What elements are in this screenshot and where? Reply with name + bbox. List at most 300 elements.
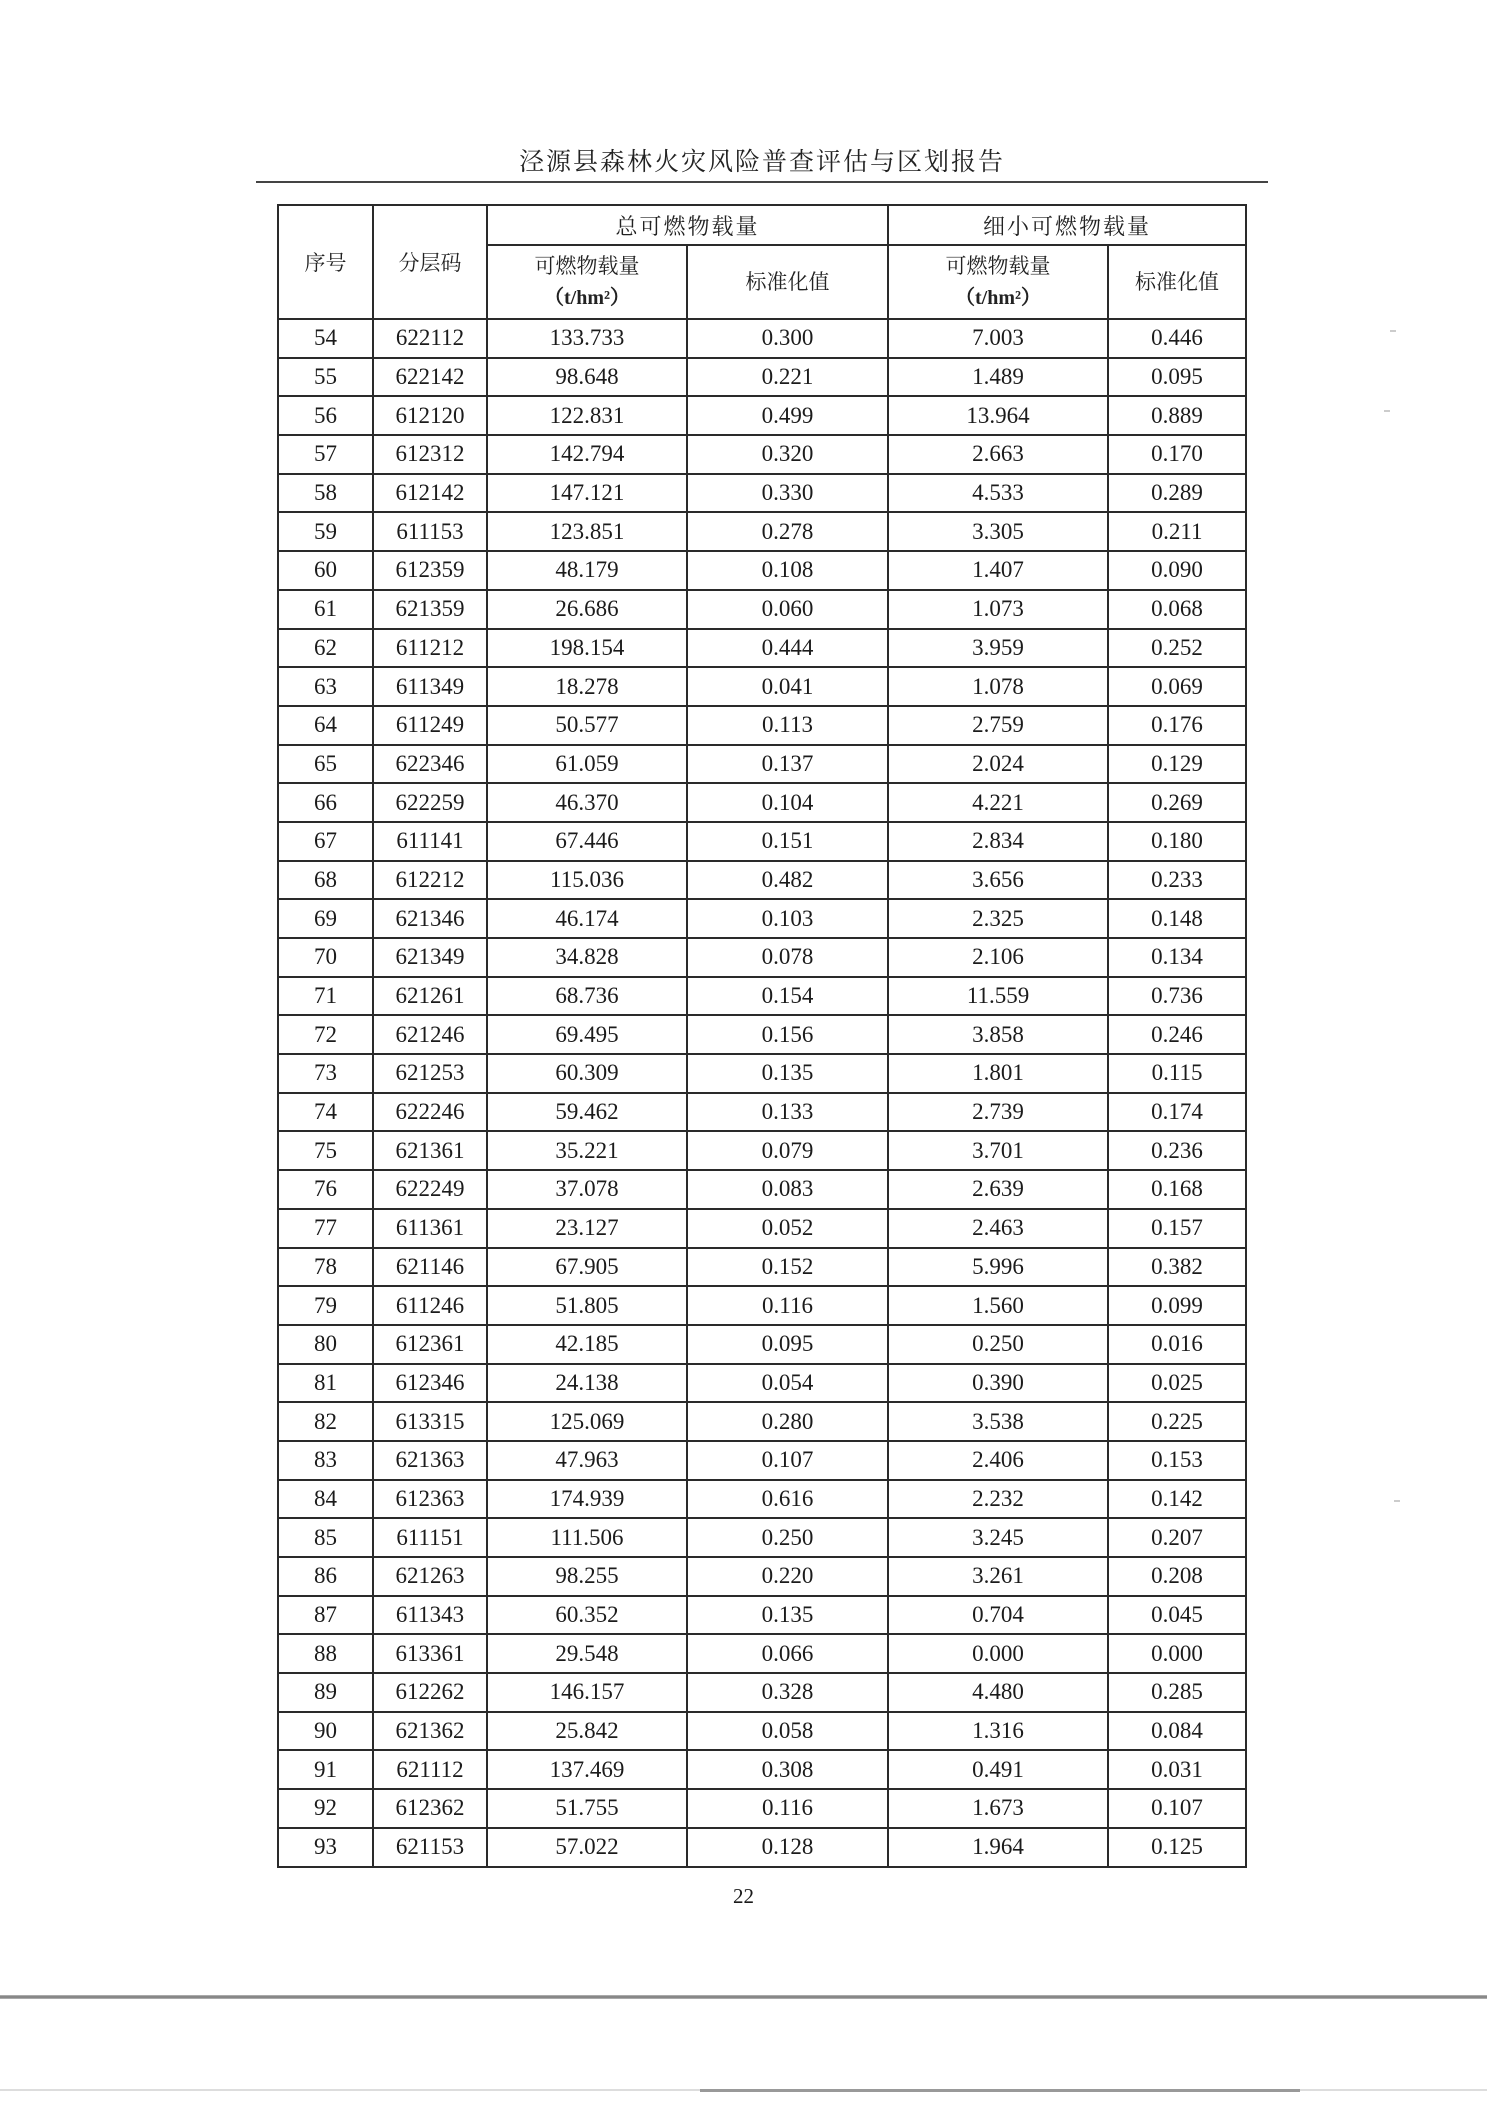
cell-total-norm: 0.300 bbox=[687, 319, 888, 358]
cell-fine-norm: 0.084 bbox=[1108, 1712, 1246, 1751]
cell-code: 611343 bbox=[373, 1596, 487, 1635]
cell-code: 612212 bbox=[373, 861, 487, 900]
table-row bbox=[278, 1712, 1246, 1751]
table-row bbox=[278, 396, 1246, 435]
cell-total-load: 98.255 bbox=[487, 1557, 687, 1596]
cell-seq: 56 bbox=[278, 396, 373, 435]
fuel-load-table bbox=[277, 204, 1247, 1868]
header-total-norm: 标准化值 bbox=[687, 245, 888, 319]
cell-fine-load: 3.701 bbox=[888, 1131, 1108, 1170]
cell-seq: 88 bbox=[278, 1634, 373, 1673]
cell-total-load: 24.138 bbox=[487, 1364, 687, 1403]
cell-total-norm: 0.058 bbox=[687, 1712, 888, 1751]
table-row bbox=[278, 319, 1246, 358]
cell-seq: 58 bbox=[278, 474, 373, 513]
cell-total-load: 67.905 bbox=[487, 1248, 687, 1287]
scan-artifact-dark-segment bbox=[700, 2089, 1300, 2092]
cell-fine-norm: 0.208 bbox=[1108, 1557, 1246, 1596]
table-row bbox=[278, 1634, 1246, 1673]
cell-total-norm: 0.152 bbox=[687, 1248, 888, 1287]
cell-seq: 61 bbox=[278, 590, 373, 629]
table-row bbox=[278, 1093, 1246, 1132]
cell-code: 612359 bbox=[373, 551, 487, 590]
cell-total-load: 25.842 bbox=[487, 1712, 687, 1751]
table-row bbox=[278, 745, 1246, 784]
table-row bbox=[278, 861, 1246, 900]
header-seq: 序号 bbox=[278, 205, 373, 319]
cell-fine-load: 0.250 bbox=[888, 1325, 1108, 1364]
table-row bbox=[278, 1402, 1246, 1441]
cell-fine-norm: 0.211 bbox=[1108, 512, 1246, 551]
table-row bbox=[278, 590, 1246, 629]
cell-seq: 92 bbox=[278, 1789, 373, 1828]
cell-total-load: 142.794 bbox=[487, 435, 687, 474]
cell-fine-load: 4.221 bbox=[888, 783, 1108, 822]
cell-fine-norm: 0.180 bbox=[1108, 822, 1246, 861]
cell-seq: 54 bbox=[278, 319, 373, 358]
cell-total-load: 23.127 bbox=[487, 1209, 687, 1248]
table-row bbox=[278, 1325, 1246, 1364]
cell-seq: 60 bbox=[278, 551, 373, 590]
cell-fine-norm: 0.148 bbox=[1108, 899, 1246, 938]
table-row bbox=[278, 1441, 1246, 1480]
cell-total-load: 48.179 bbox=[487, 551, 687, 590]
cell-code: 611249 bbox=[373, 706, 487, 745]
cell-fine-load: 2.232 bbox=[888, 1480, 1108, 1519]
cell-code: 612120 bbox=[373, 396, 487, 435]
cell-code: 621363 bbox=[373, 1441, 487, 1480]
running-header: 泾源县森林火灾风险普查评估与区划报告 bbox=[518, 147, 1005, 176]
scan-artifact-line bbox=[0, 1995, 1487, 1999]
cell-fine-norm: 0.045 bbox=[1108, 1596, 1246, 1635]
cell-seq: 72 bbox=[278, 1015, 373, 1054]
table-row bbox=[278, 938, 1246, 977]
cell-fine-norm: 0.153 bbox=[1108, 1441, 1246, 1480]
cell-code: 613361 bbox=[373, 1634, 487, 1673]
cell-total-norm: 0.113 bbox=[687, 706, 888, 745]
table-row bbox=[278, 1015, 1246, 1054]
cell-code: 612362 bbox=[373, 1789, 487, 1828]
cell-fine-load: 1.964 bbox=[888, 1828, 1108, 1867]
table-row bbox=[278, 1673, 1246, 1712]
table-row bbox=[278, 474, 1246, 513]
cell-total-norm: 0.154 bbox=[687, 977, 888, 1016]
cell-code: 622249 bbox=[373, 1170, 487, 1209]
cell-seq: 83 bbox=[278, 1441, 373, 1480]
cell-fine-norm: 0.246 bbox=[1108, 1015, 1246, 1054]
cell-code: 621362 bbox=[373, 1712, 487, 1751]
cell-fine-load: 1.073 bbox=[888, 590, 1108, 629]
cell-fine-load: 2.759 bbox=[888, 706, 1108, 745]
table-row bbox=[278, 1518, 1246, 1557]
cell-fine-norm: 0.285 bbox=[1108, 1673, 1246, 1712]
cell-total-load: 133.733 bbox=[487, 319, 687, 358]
cell-total-norm: 0.220 bbox=[687, 1557, 888, 1596]
cell-total-norm: 0.278 bbox=[687, 512, 888, 551]
cell-total-load: 26.686 bbox=[487, 590, 687, 629]
cell-seq: 73 bbox=[278, 1054, 373, 1093]
cell-code: 613315 bbox=[373, 1402, 487, 1441]
cell-fine-norm: 0.142 bbox=[1108, 1480, 1246, 1519]
cell-fine-load: 3.245 bbox=[888, 1518, 1108, 1557]
cell-code: 612312 bbox=[373, 435, 487, 474]
table-row bbox=[278, 783, 1246, 822]
cell-code: 621359 bbox=[373, 590, 487, 629]
cell-total-norm: 0.128 bbox=[687, 1828, 888, 1867]
table-row bbox=[278, 1480, 1246, 1519]
cell-total-norm: 0.280 bbox=[687, 1402, 888, 1441]
cell-total-load: 51.755 bbox=[487, 1789, 687, 1828]
cell-total-norm: 0.135 bbox=[687, 1596, 888, 1635]
cell-fine-load: 3.305 bbox=[888, 512, 1108, 551]
cell-fine-load: 2.106 bbox=[888, 938, 1108, 977]
cell-total-load: 34.828 bbox=[487, 938, 687, 977]
table-row bbox=[278, 1054, 1246, 1093]
cell-total-load: 18.278 bbox=[487, 667, 687, 706]
cell-code: 611361 bbox=[373, 1209, 487, 1248]
cell-fine-load: 2.024 bbox=[888, 745, 1108, 784]
cell-fine-load: 1.560 bbox=[888, 1286, 1108, 1325]
cell-seq: 87 bbox=[278, 1596, 373, 1635]
cell-fine-norm: 0.095 bbox=[1108, 358, 1246, 397]
cell-fine-norm: 0.289 bbox=[1108, 474, 1246, 513]
cell-total-load: 50.577 bbox=[487, 706, 687, 745]
cell-code: 612262 bbox=[373, 1673, 487, 1712]
table-row bbox=[278, 1750, 1246, 1789]
cell-fine-norm: 0.236 bbox=[1108, 1131, 1246, 1170]
cell-seq: 82 bbox=[278, 1402, 373, 1441]
cell-fine-norm: 0.069 bbox=[1108, 667, 1246, 706]
cell-seq: 66 bbox=[278, 783, 373, 822]
cell-fine-norm: 0.157 bbox=[1108, 1209, 1246, 1248]
cell-fine-norm: 0.031 bbox=[1108, 1750, 1246, 1789]
cell-total-norm: 0.066 bbox=[687, 1634, 888, 1673]
cell-seq: 91 bbox=[278, 1750, 373, 1789]
cell-fine-load: 3.538 bbox=[888, 1402, 1108, 1441]
cell-code: 622142 bbox=[373, 358, 487, 397]
table-row bbox=[278, 1596, 1246, 1635]
cell-code: 611349 bbox=[373, 667, 487, 706]
cell-fine-norm: 0.207 bbox=[1108, 1518, 1246, 1557]
cell-fine-norm: 0.068 bbox=[1108, 590, 1246, 629]
cell-fine-norm: 0.269 bbox=[1108, 783, 1246, 822]
cell-total-norm: 0.482 bbox=[687, 861, 888, 900]
cell-fine-load: 3.261 bbox=[888, 1557, 1108, 1596]
header-group-fine: 细小可燃物载量 bbox=[888, 205, 1246, 245]
cell-total-norm: 0.151 bbox=[687, 822, 888, 861]
cell-total-norm: 0.103 bbox=[687, 899, 888, 938]
cell-total-load: 137.469 bbox=[487, 1750, 687, 1789]
cell-seq: 63 bbox=[278, 667, 373, 706]
cell-seq: 77 bbox=[278, 1209, 373, 1248]
cell-total-load: 147.121 bbox=[487, 474, 687, 513]
cell-total-load: 146.157 bbox=[487, 1673, 687, 1712]
cell-total-norm: 0.095 bbox=[687, 1325, 888, 1364]
cell-fine-norm: 0.016 bbox=[1108, 1325, 1246, 1364]
header-rule bbox=[256, 181, 1268, 183]
cell-total-norm: 0.078 bbox=[687, 938, 888, 977]
cell-fine-load: 2.406 bbox=[888, 1441, 1108, 1480]
cell-fine-load: 3.656 bbox=[888, 861, 1108, 900]
cell-fine-norm: 0.252 bbox=[1108, 629, 1246, 668]
cell-fine-load: 0.704 bbox=[888, 1596, 1108, 1635]
cell-code: 621349 bbox=[373, 938, 487, 977]
cell-code: 612142 bbox=[373, 474, 487, 513]
cell-seq: 69 bbox=[278, 899, 373, 938]
cell-fine-load: 2.463 bbox=[888, 1209, 1108, 1248]
cell-fine-norm: 0.129 bbox=[1108, 745, 1246, 784]
cell-fine-norm: 0.233 bbox=[1108, 861, 1246, 900]
cell-seq: 57 bbox=[278, 435, 373, 474]
cell-code: 621361 bbox=[373, 1131, 487, 1170]
header-load-unit: （t/hm²） bbox=[955, 287, 1042, 309]
cell-total-load: 59.462 bbox=[487, 1093, 687, 1132]
cell-fine-load: 4.533 bbox=[888, 474, 1108, 513]
cell-total-load: 60.352 bbox=[487, 1596, 687, 1635]
cell-total-norm: 0.330 bbox=[687, 474, 888, 513]
cell-total-load: 123.851 bbox=[487, 512, 687, 551]
cell-fine-load: 13.964 bbox=[888, 396, 1108, 435]
cell-fine-norm: 0.115 bbox=[1108, 1054, 1246, 1093]
cell-fine-norm: 0.099 bbox=[1108, 1286, 1246, 1325]
cell-total-norm: 0.320 bbox=[687, 435, 888, 474]
cell-total-load: 69.495 bbox=[487, 1015, 687, 1054]
cell-seq: 89 bbox=[278, 1673, 373, 1712]
cell-code: 621346 bbox=[373, 899, 487, 938]
cell-code: 621146 bbox=[373, 1248, 487, 1287]
cell-fine-norm: 0.000 bbox=[1108, 1634, 1246, 1673]
table-row bbox=[278, 358, 1246, 397]
cell-seq: 67 bbox=[278, 822, 373, 861]
cell-fine-norm: 0.025 bbox=[1108, 1364, 1246, 1403]
cell-total-norm: 0.083 bbox=[687, 1170, 888, 1209]
cell-total-norm: 0.116 bbox=[687, 1286, 888, 1325]
cell-total-norm: 0.133 bbox=[687, 1093, 888, 1132]
cell-code: 611153 bbox=[373, 512, 487, 551]
cell-fine-norm: 0.107 bbox=[1108, 1789, 1246, 1828]
cell-seq: 64 bbox=[278, 706, 373, 745]
cell-seq: 80 bbox=[278, 1325, 373, 1364]
cell-fine-load: 0.390 bbox=[888, 1364, 1108, 1403]
cell-fine-norm: 0.168 bbox=[1108, 1170, 1246, 1209]
scan-speck bbox=[1390, 330, 1396, 332]
cell-total-load: 98.648 bbox=[487, 358, 687, 397]
cell-total-norm: 0.116 bbox=[687, 1789, 888, 1828]
cell-total-norm: 0.135 bbox=[687, 1054, 888, 1093]
table-row bbox=[278, 706, 1246, 745]
cell-seq: 62 bbox=[278, 629, 373, 668]
cell-code: 621153 bbox=[373, 1828, 487, 1867]
cell-total-load: 122.831 bbox=[487, 396, 687, 435]
cell-fine-load: 3.858 bbox=[888, 1015, 1108, 1054]
cell-seq: 68 bbox=[278, 861, 373, 900]
scan-speck bbox=[1384, 410, 1390, 412]
cell-fine-load: 1.489 bbox=[888, 358, 1108, 397]
table-header bbox=[278, 205, 1246, 319]
cell-total-load: 60.309 bbox=[487, 1054, 687, 1093]
cell-total-norm: 0.156 bbox=[687, 1015, 888, 1054]
table-row bbox=[278, 551, 1246, 590]
cell-total-load: 46.174 bbox=[487, 899, 687, 938]
header-group-total: 总可燃物载量 bbox=[487, 205, 888, 245]
cell-total-load: 61.059 bbox=[487, 745, 687, 784]
cell-total-load: 47.963 bbox=[487, 1441, 687, 1480]
cell-total-norm: 0.221 bbox=[687, 358, 888, 397]
header-load-unit: （t/hm²） bbox=[544, 287, 630, 309]
table-row bbox=[278, 1286, 1246, 1325]
cell-code: 612361 bbox=[373, 1325, 487, 1364]
table-row bbox=[278, 977, 1246, 1016]
cell-total-norm: 0.328 bbox=[687, 1673, 888, 1712]
cell-fine-load: 7.003 bbox=[888, 319, 1108, 358]
cell-total-norm: 0.444 bbox=[687, 629, 888, 668]
cell-total-norm: 0.052 bbox=[687, 1209, 888, 1248]
cell-seq: 55 bbox=[278, 358, 373, 397]
table-row bbox=[278, 1248, 1246, 1287]
header-fine-norm: 标准化值 bbox=[1108, 245, 1246, 319]
cell-fine-load: 0.491 bbox=[888, 1750, 1108, 1789]
cell-code: 611212 bbox=[373, 629, 487, 668]
cell-fine-norm: 0.134 bbox=[1108, 938, 1246, 977]
cell-code: 622246 bbox=[373, 1093, 487, 1132]
cell-total-load: 57.022 bbox=[487, 1828, 687, 1867]
cell-seq: 65 bbox=[278, 745, 373, 784]
header-load-label: 可燃物载量 bbox=[945, 254, 1051, 278]
cell-seq: 74 bbox=[278, 1093, 373, 1132]
table-body bbox=[278, 319, 1246, 1867]
cell-fine-norm: 0.225 bbox=[1108, 1402, 1246, 1441]
cell-total-norm: 0.616 bbox=[687, 1480, 888, 1519]
cell-code: 621253 bbox=[373, 1054, 487, 1093]
table-row bbox=[278, 629, 1246, 668]
table-row bbox=[278, 512, 1246, 551]
cell-total-norm: 0.137 bbox=[687, 745, 888, 784]
cell-total-norm: 0.060 bbox=[687, 590, 888, 629]
table-row bbox=[278, 1170, 1246, 1209]
cell-seq: 86 bbox=[278, 1557, 373, 1596]
cell-code: 621261 bbox=[373, 977, 487, 1016]
cell-seq: 76 bbox=[278, 1170, 373, 1209]
cell-fine-load: 2.834 bbox=[888, 822, 1108, 861]
cell-fine-load: 2.639 bbox=[888, 1170, 1108, 1209]
table-row bbox=[278, 1557, 1246, 1596]
cell-total-load: 42.185 bbox=[487, 1325, 687, 1364]
cell-fine-load: 5.996 bbox=[888, 1248, 1108, 1287]
table-row bbox=[278, 1789, 1246, 1828]
cell-total-load: 68.736 bbox=[487, 977, 687, 1016]
cell-total-load: 29.548 bbox=[487, 1634, 687, 1673]
cell-fine-load: 1.673 bbox=[888, 1789, 1108, 1828]
cell-fine-norm: 0.125 bbox=[1108, 1828, 1246, 1867]
cell-seq: 70 bbox=[278, 938, 373, 977]
cell-fine-norm: 0.174 bbox=[1108, 1093, 1246, 1132]
cell-total-norm: 0.108 bbox=[687, 551, 888, 590]
table-row bbox=[278, 899, 1246, 938]
cell-total-norm: 0.250 bbox=[687, 1518, 888, 1557]
cell-fine-load: 1.801 bbox=[888, 1054, 1108, 1093]
cell-code: 621112 bbox=[373, 1750, 487, 1789]
table-row bbox=[278, 1131, 1246, 1170]
cell-seq: 84 bbox=[278, 1480, 373, 1519]
cell-total-load: 37.078 bbox=[487, 1170, 687, 1209]
cell-fine-load: 1.078 bbox=[888, 667, 1108, 706]
cell-code: 621246 bbox=[373, 1015, 487, 1054]
cell-total-load: 46.370 bbox=[487, 783, 687, 822]
cell-code: 622259 bbox=[373, 783, 487, 822]
cell-fine-norm: 0.090 bbox=[1108, 551, 1246, 590]
cell-total-norm: 0.054 bbox=[687, 1364, 888, 1403]
cell-fine-norm: 0.170 bbox=[1108, 435, 1246, 474]
cell-code: 611141 bbox=[373, 822, 487, 861]
cell-fine-norm: 0.176 bbox=[1108, 706, 1246, 745]
header-code: 分层码 bbox=[373, 205, 487, 319]
cell-seq: 85 bbox=[278, 1518, 373, 1557]
header-load-label: 可燃物载量 bbox=[534, 254, 640, 278]
table-row bbox=[278, 1209, 1246, 1248]
cell-fine-norm: 0.736 bbox=[1108, 977, 1246, 1016]
table-row bbox=[278, 667, 1246, 706]
cell-code: 622346 bbox=[373, 745, 487, 784]
scan-speck bbox=[1394, 1500, 1400, 1502]
cell-total-load: 174.939 bbox=[487, 1480, 687, 1519]
cell-fine-load: 4.480 bbox=[888, 1673, 1108, 1712]
cell-fine-norm: 0.382 bbox=[1108, 1248, 1246, 1287]
cell-code: 612363 bbox=[373, 1480, 487, 1519]
cell-fine-load: 11.559 bbox=[888, 977, 1108, 1016]
cell-code: 611246 bbox=[373, 1286, 487, 1325]
cell-seq: 81 bbox=[278, 1364, 373, 1403]
cell-seq: 90 bbox=[278, 1712, 373, 1751]
cell-fine-norm: 0.446 bbox=[1108, 319, 1246, 358]
cell-total-load: 111.506 bbox=[487, 1518, 687, 1557]
table-row bbox=[278, 435, 1246, 474]
header-fine-load bbox=[888, 245, 1108, 319]
cell-total-norm: 0.107 bbox=[687, 1441, 888, 1480]
cell-code: 621263 bbox=[373, 1557, 487, 1596]
page-number: 22 bbox=[733, 1884, 754, 1908]
cell-fine-load: 3.959 bbox=[888, 629, 1108, 668]
cell-total-load: 198.154 bbox=[487, 629, 687, 668]
cell-fine-load: 2.739 bbox=[888, 1093, 1108, 1132]
cell-fine-load: 2.325 bbox=[888, 899, 1108, 938]
cell-code: 612346 bbox=[373, 1364, 487, 1403]
cell-total-norm: 0.104 bbox=[687, 783, 888, 822]
cell-total-norm: 0.308 bbox=[687, 1750, 888, 1789]
cell-fine-load: 0.000 bbox=[888, 1634, 1108, 1673]
cell-fine-load: 1.316 bbox=[888, 1712, 1108, 1751]
cell-total-norm: 0.041 bbox=[687, 667, 888, 706]
cell-total-load: 35.221 bbox=[487, 1131, 687, 1170]
cell-total-load: 51.805 bbox=[487, 1286, 687, 1325]
cell-code: 622112 bbox=[373, 319, 487, 358]
cell-total-norm: 0.079 bbox=[687, 1131, 888, 1170]
table-row bbox=[278, 1364, 1246, 1403]
cell-seq: 93 bbox=[278, 1828, 373, 1867]
cell-fine-load: 2.663 bbox=[888, 435, 1108, 474]
table-row bbox=[278, 1828, 1246, 1867]
cell-total-norm: 0.499 bbox=[687, 396, 888, 435]
cell-seq: 78 bbox=[278, 1248, 373, 1287]
scan-artifact-line-faint bbox=[0, 2089, 1487, 2091]
cell-code: 611151 bbox=[373, 1518, 487, 1557]
cell-total-load: 115.036 bbox=[487, 861, 687, 900]
cell-seq: 59 bbox=[278, 512, 373, 551]
cell-seq: 75 bbox=[278, 1131, 373, 1170]
cell-fine-load: 1.407 bbox=[888, 551, 1108, 590]
cell-seq: 71 bbox=[278, 977, 373, 1016]
cell-total-load: 125.069 bbox=[487, 1402, 687, 1441]
cell-fine-norm: 0.889 bbox=[1108, 396, 1246, 435]
